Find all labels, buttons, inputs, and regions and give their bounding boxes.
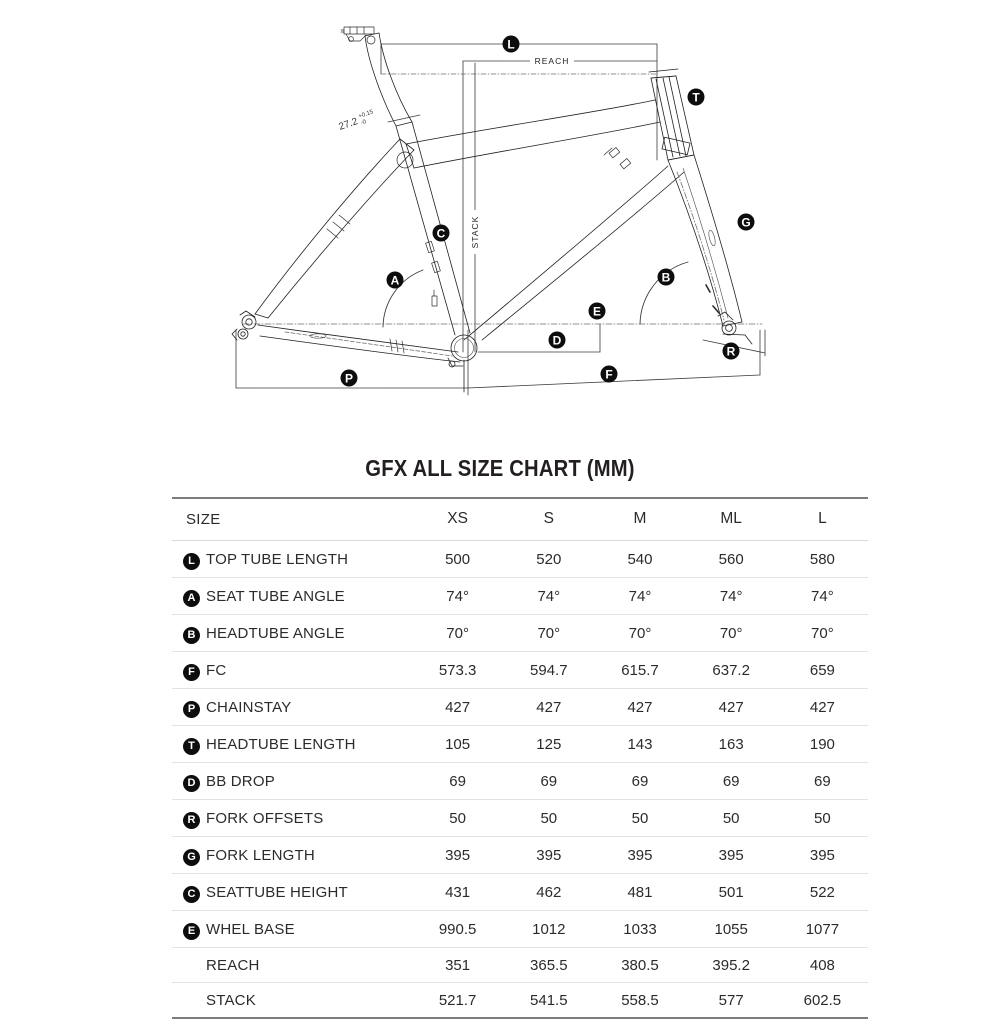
table-row — [172, 578, 868, 615]
callout-badge-D: D — [183, 775, 200, 792]
row-value-xs: 69 — [449, 772, 466, 790]
table-row — [172, 763, 868, 800]
svg-text:B: B — [661, 270, 671, 285]
callout-badge-A — [387, 272, 404, 289]
row-badge-cell — [172, 652, 206, 689]
row-label: CHAINSTAY — [206, 698, 292, 716]
row-value-s: 520 — [536, 550, 562, 568]
fork — [668, 155, 742, 326]
svg-text:L: L — [507, 37, 515, 52]
page-title: GFX ALL SIZE CHART (MM) — [365, 455, 635, 481]
row-value-m: 69 — [631, 772, 649, 790]
row-label: WHEL BASE — [206, 920, 295, 938]
row-value-ml: 427 — [718, 698, 744, 716]
row-value-xs: 351 — [445, 956, 471, 974]
column-header-l: L — [818, 510, 827, 527]
row-value-l: 69 — [814, 772, 831, 790]
callout-badge-T — [688, 89, 705, 106]
row-badge-cell — [172, 911, 206, 948]
table-header-row — [172, 498, 868, 541]
row-value-xs: 431 — [445, 883, 471, 901]
row-value-m: 540 — [627, 550, 653, 568]
size-chart-table — [172, 497, 868, 1019]
svg-text:R: R — [726, 344, 736, 359]
seat-clamp-detail — [341, 27, 375, 44]
row-value-l: 659 — [809, 661, 835, 679]
svg-text:A: A — [390, 273, 400, 288]
angle-arcs — [383, 262, 688, 327]
table-row — [172, 800, 868, 837]
head-tube — [649, 69, 694, 160]
stack-label-group — [469, 210, 481, 254]
row-value-ml: 74° — [719, 587, 743, 605]
reach-dimension-label: REACH — [534, 56, 570, 66]
callout-badge-C: C — [183, 886, 200, 903]
row-value-xs: 500 — [445, 550, 471, 568]
bottle-cage-mounts — [604, 147, 631, 168]
row-badge-cell — [172, 983, 206, 1019]
row-value-s: 50 — [540, 809, 558, 827]
row-value-s: 395 — [536, 846, 562, 864]
callout-badge-A: A — [183, 590, 200, 607]
callout-badge-E — [589, 303, 606, 320]
seatpost-tolerance-lower: -0 — [360, 119, 368, 127]
row-value-ml: 395.2 — [712, 956, 750, 974]
row-value-l: 70° — [811, 624, 834, 642]
row-value-s: 427 — [536, 698, 562, 716]
row-value-m: 558.5 — [621, 991, 659, 1009]
row-value-xs: 74° — [446, 587, 469, 605]
row-value-m: 143 — [627, 735, 653, 753]
seatpost-diameter-callout — [337, 109, 420, 134]
row-value-s: 74° — [537, 587, 561, 605]
table-row — [172, 874, 868, 911]
row-value-l: 427 — [809, 698, 835, 716]
row-value-ml: 50 — [722, 809, 740, 827]
table-row — [172, 983, 868, 1019]
bottom-bracket — [448, 335, 477, 392]
row-value-s: 70° — [537, 624, 561, 642]
row-value-m: 615.7 — [621, 661, 659, 679]
callout-badge-C — [433, 225, 450, 242]
row-value-ml: 395 — [718, 846, 744, 864]
row-label: TOP TUBE LENGTH — [206, 550, 349, 568]
callout-badges — [341, 36, 755, 387]
row-value-m: 74° — [628, 587, 652, 605]
row-badge-cell — [172, 615, 206, 652]
down-tube — [464, 166, 684, 340]
callout-badge-G: G — [183, 849, 200, 866]
row-label: HEADTUBE ANGLE — [206, 624, 345, 642]
row-value-ml: 69 — [722, 772, 740, 790]
row-label: STACK — [206, 991, 256, 1009]
seatpost-tolerance-upper: +0.15 — [357, 109, 375, 121]
svg-text:P: P — [344, 371, 354, 386]
row-value-ml: 163 — [718, 735, 744, 753]
column-header-size: SIZE — [186, 510, 221, 528]
row-value-s: 541.5 — [530, 991, 568, 1009]
row-value-l: 395 — [809, 846, 835, 864]
row-value-xs: 990.5 — [438, 920, 477, 938]
row-value-l: 74° — [811, 587, 834, 605]
top-tube — [406, 100, 660, 168]
row-label: REACH — [206, 956, 260, 974]
reach-label-group — [530, 55, 574, 67]
row-badge-cell — [172, 874, 206, 911]
row-value-s: 462 — [536, 883, 562, 901]
stack-dimension-label: STACK — [470, 215, 480, 249]
row-badge-cell — [172, 726, 206, 763]
row-value-xs: 395 — [445, 846, 471, 864]
row-value-m: 481 — [627, 883, 653, 901]
column-header-m: M — [633, 510, 647, 527]
row-badge-cell — [172, 689, 206, 726]
row-value-ml: 560 — [718, 550, 744, 568]
row-value-xs: 105 — [445, 735, 471, 753]
row-value-l: 580 — [809, 550, 835, 568]
seat-tube — [396, 122, 470, 335]
callout-badge-L — [503, 36, 520, 53]
svg-text:G: G — [741, 215, 751, 230]
row-value-l: 1077 — [805, 920, 840, 938]
callout-badge-E: E — [183, 923, 200, 940]
row-value-ml: 1055 — [714, 920, 748, 938]
column-header-s: S — [543, 510, 554, 527]
callout-badge-G — [738, 214, 755, 231]
callout-badge-F: F — [183, 664, 200, 681]
row-value-l: 50 — [814, 809, 831, 827]
row-label: FORK LENGTH — [206, 846, 315, 864]
row-value-l: 602.5 — [803, 991, 842, 1009]
bicycle-frame-geometry-drawing — [0, 0, 1000, 440]
callout-badge-B: B — [183, 627, 200, 644]
table-row — [172, 837, 868, 874]
row-label: FORK OFFSETS — [206, 809, 324, 827]
chain-stay — [258, 325, 460, 362]
callout-badge-F — [601, 366, 618, 383]
row-value-l: 408 — [809, 956, 835, 974]
row-value-m: 1033 — [623, 920, 657, 938]
row-value-ml: 70° — [719, 624, 743, 642]
row-value-ml: 577 — [718, 991, 744, 1009]
callout-badge-D — [549, 332, 566, 349]
svg-text:E: E — [592, 304, 602, 319]
table-row — [172, 726, 868, 763]
callout-badge-P: P — [183, 701, 200, 718]
row-value-s: 1012 — [532, 920, 566, 938]
svg-text:C: C — [436, 226, 446, 241]
row-value-s: 365.5 — [530, 956, 568, 974]
table-header — [172, 498, 868, 541]
row-label: HEADTUBE LENGTH — [206, 735, 356, 753]
cable-stop-details — [432, 290, 437, 306]
row-value-m: 50 — [631, 809, 649, 827]
table-row — [172, 948, 868, 983]
row-value-s: 594.7 — [530, 661, 568, 679]
row-badge-cell — [172, 800, 206, 837]
callout-badge-none — [183, 956, 200, 973]
row-value-s: 125 — [536, 735, 562, 753]
row-value-ml: 501 — [718, 883, 744, 901]
table-row — [172, 689, 868, 726]
seat-stay — [255, 139, 414, 318]
table-row — [172, 911, 868, 948]
row-value-m: 395 — [627, 846, 653, 864]
column-header-xs: XS — [447, 510, 468, 527]
table-row — [172, 652, 868, 689]
row-label: SEATTUBE HEIGHT — [206, 883, 348, 901]
row-value-ml: 637.2 — [712, 661, 750, 679]
callout-badge-P — [341, 370, 358, 387]
column-header-ml: ML — [720, 510, 742, 527]
row-value-xs: 427 — [445, 698, 471, 716]
geometry-size-table — [172, 497, 868, 1019]
row-badge-cell — [172, 578, 206, 615]
row-value-m: 380.5 — [621, 956, 659, 974]
row-value-s: 69 — [540, 772, 558, 790]
row-value-m: 70° — [628, 624, 652, 642]
row-value-l: 190 — [809, 735, 835, 753]
svg-text:F: F — [605, 367, 613, 382]
svg-text:D: D — [552, 333, 562, 348]
row-value-xs: 521.7 — [438, 991, 477, 1009]
table-row — [172, 541, 868, 578]
row-badge-cell — [172, 763, 206, 800]
row-value-xs: 50 — [449, 809, 466, 827]
row-value-xs: 70° — [446, 624, 469, 642]
row-label: FC — [206, 661, 227, 679]
row-value-l: 522 — [809, 883, 835, 901]
seatpost-diameter-value: 27.2 — [337, 116, 360, 133]
callout-badge-T: T — [183, 738, 200, 755]
row-badge-cell — [172, 837, 206, 874]
svg-text:T: T — [692, 90, 700, 105]
row-value-xs: 573.3 — [438, 661, 477, 679]
callout-badge-R — [723, 343, 740, 360]
callout-badge-R: R — [183, 812, 200, 829]
row-label: BB DROP — [206, 772, 275, 790]
row-value-m: 427 — [627, 698, 653, 716]
dimension-lines — [236, 44, 765, 395]
row-badge-cell — [172, 948, 206, 983]
callout-badge-B — [658, 269, 675, 286]
row-label: SEAT TUBE ANGLE — [206, 587, 345, 605]
table-row — [172, 615, 868, 652]
table-body — [172, 541, 868, 1019]
callout-badge-L: L — [183, 553, 200, 570]
row-badge-cell — [172, 541, 206, 578]
